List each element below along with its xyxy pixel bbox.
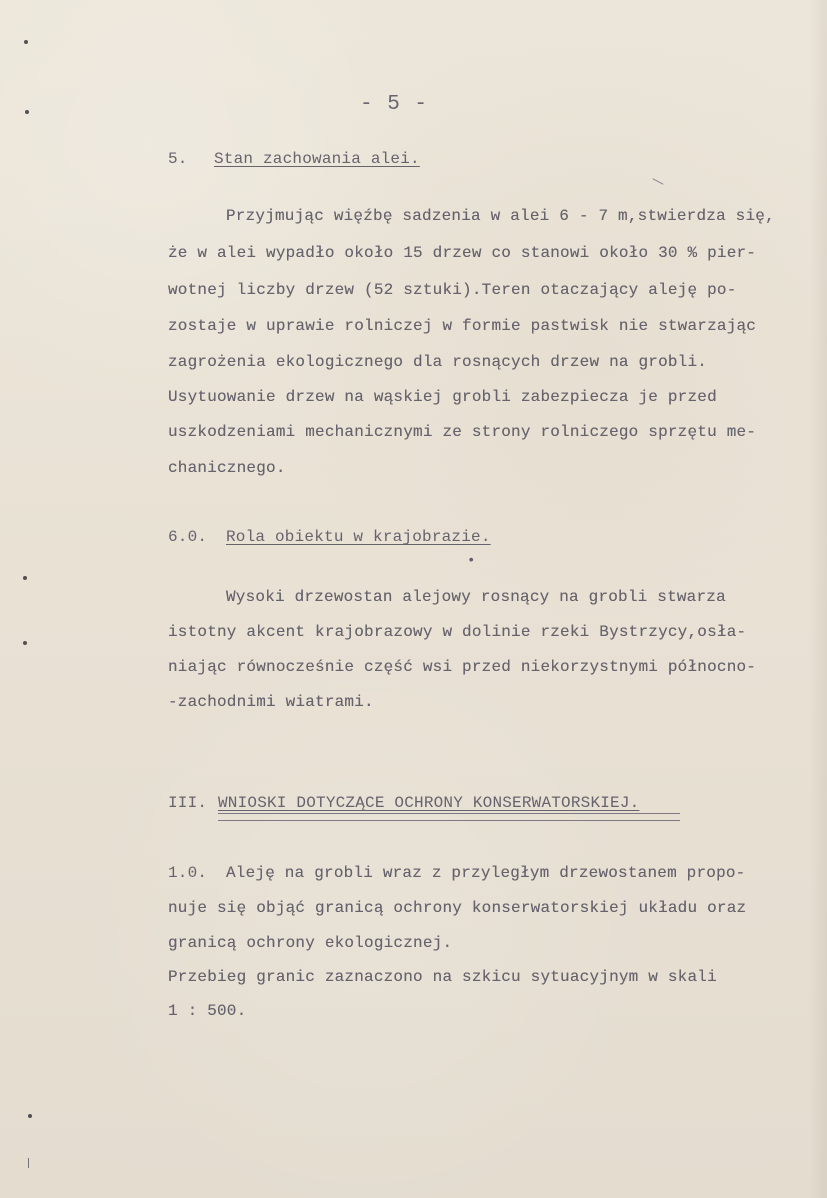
paragraph-line: Przyjmując więźbę sadzenia w alei 6 - 7 m,stwierdza się, [226, 207, 775, 225]
paragraph-line: istotny akcent krajobrazowy w dolinie rzeki Bystrzycy,osła- [168, 623, 747, 641]
section-number: III. [168, 794, 208, 812]
paragraph-line: granicą ochrony ekologicznej. [168, 934, 453, 952]
typing-mark [652, 178, 663, 185]
punch-hole-mark [23, 641, 27, 645]
heading-double-underline [218, 813, 680, 821]
section-title: WNIOSKI DOTYCZĄCE OCHRONY KONSERWATORSKIEJ. [218, 794, 640, 812]
paragraph-line: niając równocześnie część wsi przed niekorzystnymi północno- [168, 658, 757, 676]
small-dot-mark: • [467, 553, 476, 569]
section-number: 5. [168, 150, 188, 168]
paragraph-line: wotnej liczby drzew (52 sztuki).Teren otaczający aleję po- [168, 281, 737, 299]
section-title: Rola obiektu w krajobrazie. [226, 528, 491, 546]
paragraph-line: że w alei wypadło około 15 drzew co stanowi około 30 % pier- [168, 244, 757, 262]
page-edge-shadow [809, 0, 827, 1198]
section-number: 1.0. [168, 864, 208, 882]
paragraph-line: zostaje w uprawie rolniczej w formie pastwisk nie stwarzając [168, 317, 757, 335]
page-number: - 5 - [360, 93, 429, 116]
punch-hole-mark [28, 1114, 32, 1118]
punch-hole-mark [24, 40, 28, 44]
punch-hole-mark [23, 576, 27, 580]
paragraph-line: nuje się objąć granicą ochrony konserwatorskiej układu oraz [168, 899, 747, 917]
paragraph-line: -zachodnimi wiatrami. [168, 693, 374, 711]
paragraph-line: chanicznego. [168, 459, 286, 477]
paragraph-line: Aleję na grobli wraz z przyległym drzewostanem propo- [226, 864, 746, 882]
section-number: 6.0. [168, 528, 208, 546]
section-title: Stan zachowania alei. [214, 150, 420, 168]
paragraph-line: zagrożenia ekologicznego dla rosnących drzew na grobli. [168, 353, 708, 371]
margin-mark [28, 1158, 29, 1168]
paragraph-line: Wysoki drzewostan alejowy rosnący na grobli stwarza [226, 588, 726, 606]
paragraph-line: Usytuowanie drzew na wąskiej grobli zabezpiecza je przed [168, 388, 717, 406]
punch-hole-mark [25, 110, 29, 114]
paragraph-line: 1 : 500. [168, 1002, 247, 1020]
paragraph-line: uszkodzeniami mechanicznymi ze strony rolniczego sprzętu me- [168, 423, 757, 441]
paragraph-line: Przebieg granic zaznaczono na szkicu sytuacyjnym w skali [168, 968, 717, 986]
